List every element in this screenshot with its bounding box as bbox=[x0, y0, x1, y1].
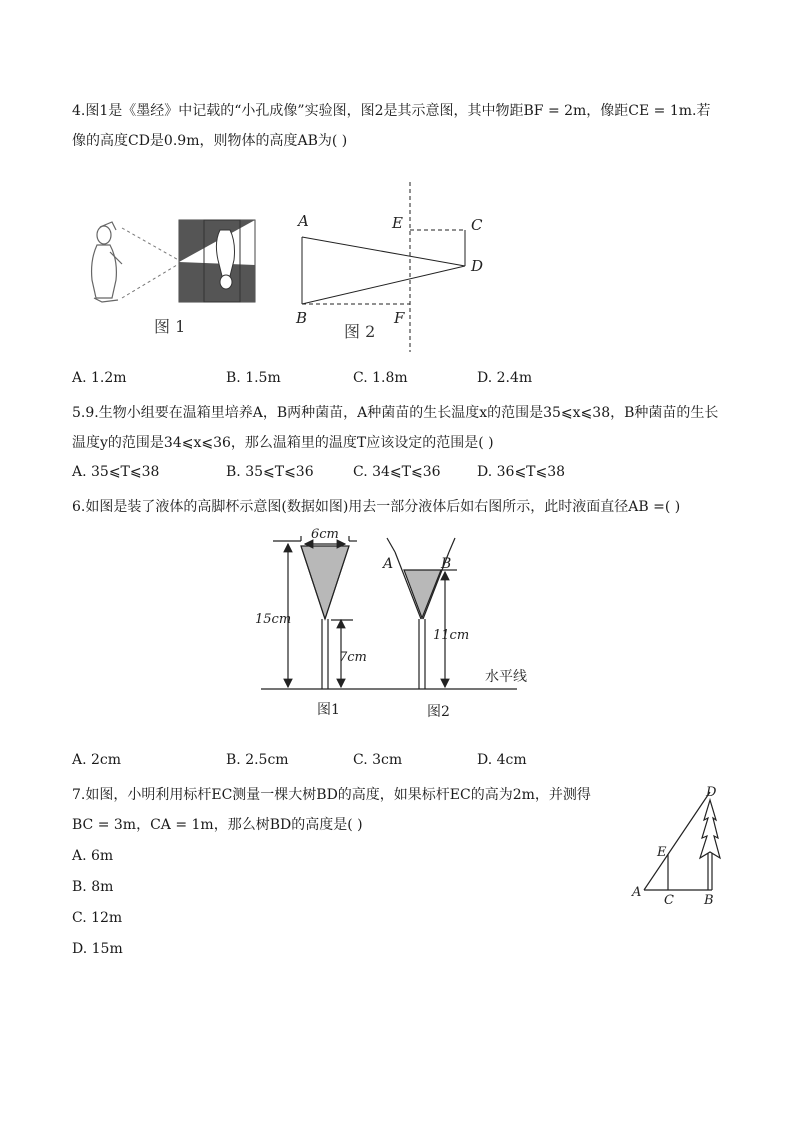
point-c: C bbox=[471, 216, 483, 234]
question-7-option-d[interactable]: D. 15m bbox=[72, 941, 123, 957]
option-c[interactable]: C. 3cm bbox=[353, 752, 403, 768]
option-b[interactable]: B. 1.5m bbox=[226, 370, 281, 386]
point-b: B bbox=[704, 893, 714, 908]
pinhole-figure-1 bbox=[92, 220, 255, 336]
question-6-options bbox=[72, 752, 724, 776]
question-4-options bbox=[72, 370, 724, 394]
fig2-caption: 图 2 bbox=[344, 322, 376, 341]
question-number: 5. bbox=[72, 405, 86, 421]
point-a: A bbox=[383, 556, 394, 572]
question-text: 图1是《墨经》中记载的“小孔成像”实验图，图2是其示意图，其中物距BF = 2m，像距CE = 1m.若像的高度CD是0.9m，则物体的高度AB为( ) bbox=[72, 103, 711, 149]
point-b: B bbox=[296, 309, 308, 327]
option-d[interactable]: D. 4cm bbox=[477, 752, 527, 768]
question-text-line-2: BC = 3m，CA = 1m，那么树BD的高度是( ) bbox=[72, 817, 363, 833]
point-d: D bbox=[471, 257, 484, 275]
question-4-stem bbox=[72, 96, 724, 156]
point-c: C bbox=[664, 893, 674, 908]
question-4-figure bbox=[72, 180, 492, 355]
question-number: 7. bbox=[72, 787, 86, 803]
point-b: B bbox=[441, 556, 452, 572]
option-c[interactable]: C. 1.8m bbox=[353, 370, 408, 386]
option-c[interactable]: C. 34⩽T⩽36 bbox=[353, 464, 441, 480]
question-7-stem-line-2 bbox=[72, 810, 612, 840]
option-a[interactable]: A. 1.2m bbox=[72, 370, 127, 386]
question-5-stem bbox=[72, 398, 724, 458]
option-b[interactable]: B. 2.5cm bbox=[226, 752, 289, 768]
question-7-option-c[interactable]: C. 12m bbox=[72, 910, 123, 926]
tree-foliage bbox=[700, 800, 720, 858]
width-label: 6cm bbox=[311, 527, 339, 542]
point-a: A bbox=[632, 885, 642, 900]
point-a: A bbox=[298, 212, 309, 230]
option-b[interactable]: B. 35⩽T⩽36 bbox=[226, 464, 314, 480]
question-number: 4. bbox=[72, 103, 86, 119]
question-text: 9.生物小组要在温箱里培养A，B两种菌苗，A种菌苗的生长温度x的范围是35⩽x⩽38，B种菌苗的生长温度y的范围是34⩽x⩽36，那么温箱里的温度T应该设定的范围是( ) bbox=[72, 405, 719, 451]
horizon-label: 水平线 bbox=[485, 669, 527, 685]
person-illustration bbox=[92, 222, 122, 302]
question-6-figure bbox=[255, 524, 545, 724]
question-7-option-a[interactable]: A. 6m bbox=[72, 848, 114, 864]
point-f: F bbox=[394, 309, 405, 327]
height-total-label: 15cm bbox=[255, 612, 292, 627]
question-number: 6. bbox=[72, 499, 86, 515]
question-7-option-b[interactable]: B. 8m bbox=[72, 879, 114, 895]
option-d[interactable]: D. 2.4m bbox=[477, 370, 533, 386]
question-text-line-1: 如图，小明利用标杆EC测量一棵大树BD的高度，如果标杆EC的高为2m，并测得 bbox=[85, 787, 591, 803]
question-text: 如图是装了液体的高脚杯示意图(数据如图)用去一部分液体后如右图所示，此时液面直径AB =( ) bbox=[85, 499, 681, 515]
option-a[interactable]: A. 35⩽T⩽38 bbox=[72, 464, 160, 480]
fig1-caption: 图1 bbox=[317, 702, 340, 718]
option-a[interactable]: A. 2cm bbox=[72, 752, 122, 768]
question-7-stem bbox=[72, 780, 612, 810]
point-d: D bbox=[706, 785, 717, 800]
question-7-figure bbox=[626, 780, 726, 910]
point-e: E bbox=[657, 845, 667, 860]
pinhole-figure-2 bbox=[295, 182, 483, 352]
height-stem-label: 7cm bbox=[339, 650, 367, 665]
point-e: E bbox=[392, 214, 403, 232]
height-right-label: 11cm bbox=[433, 628, 470, 643]
option-d[interactable]: D. 36⩽T⩽38 bbox=[477, 464, 566, 480]
fig1-caption: 图 1 bbox=[154, 317, 186, 336]
question-6-stem bbox=[72, 492, 724, 522]
fig2-caption: 图2 bbox=[427, 704, 450, 720]
question-5-options bbox=[72, 464, 724, 488]
